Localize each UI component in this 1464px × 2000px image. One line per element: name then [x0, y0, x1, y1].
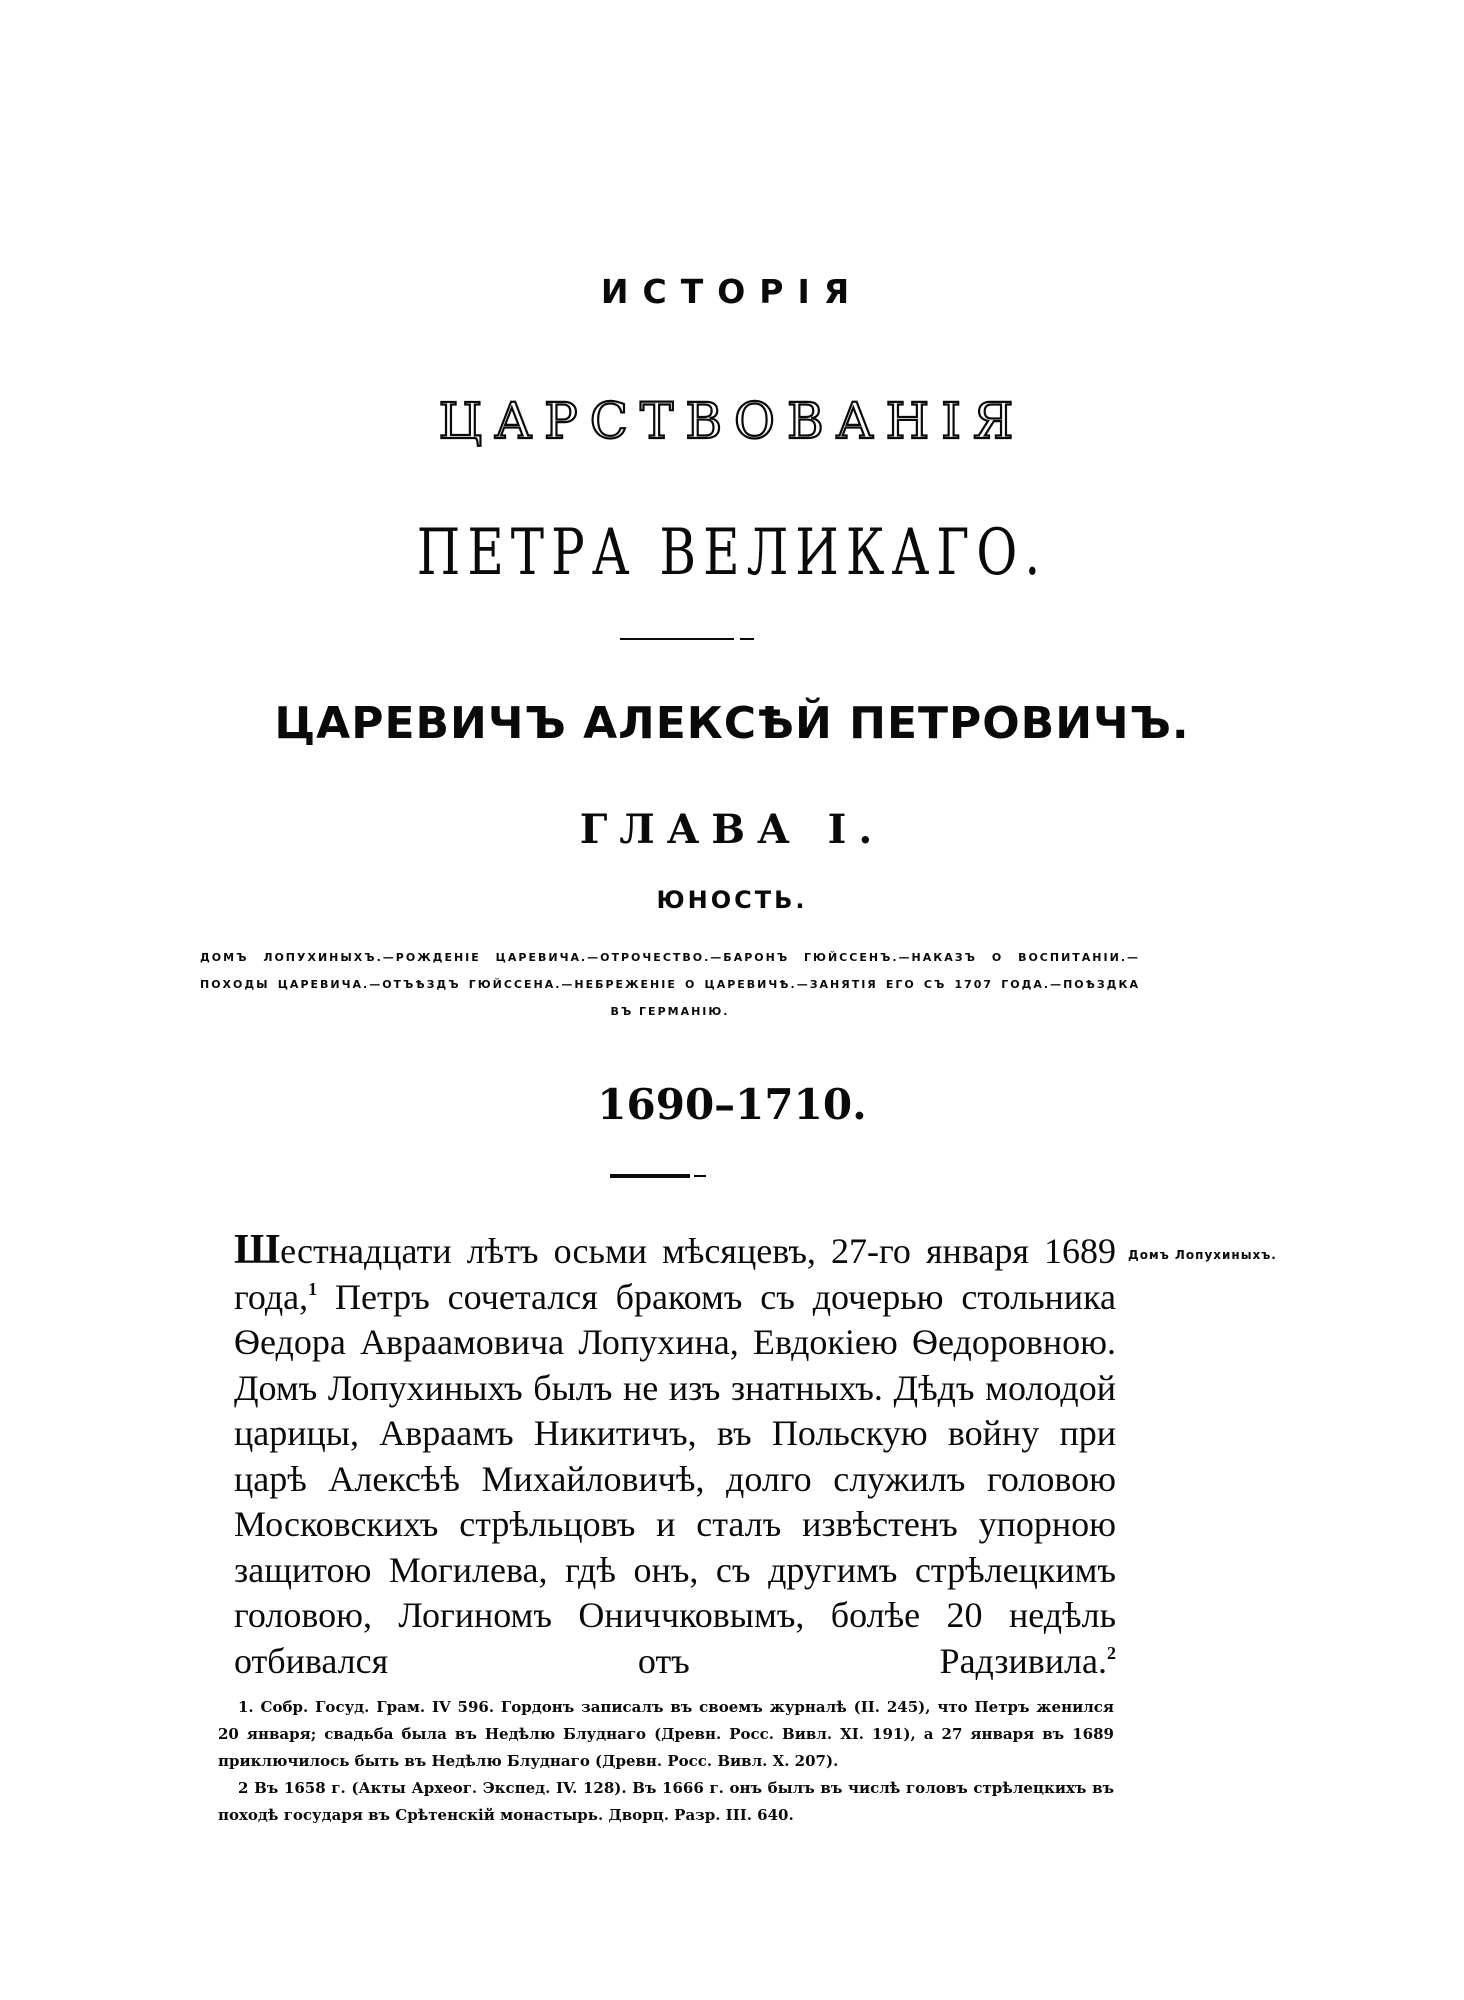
title-line-peter-the-great: ПЕТРА ВЕЛИКАГО. [416, 516, 1048, 590]
footnote-1: 1. Собр. Госуд. Грам. IV 596. Гордонъ записалъ въ своемъ журналѣ (II. 245), что Петръ женился 20 января; свадьба была въ Недѣлю Блуднаго (Древн. Росс. Вивл. XI. 191), а 27 января въ 1689 приключилось быть въ Недѣлю Блуднаго (Древн. Росс. Вивл. X. 207). [218, 1698, 1114, 1770]
footnote-mark-2[interactable]: 2 [1107, 1642, 1116, 1663]
chapter-number: ГЛАВА I. [579, 806, 885, 853]
decorative-rule-top-dash [740, 638, 754, 640]
footnote-mark-1[interactable]: 1 [308, 1278, 318, 1299]
margin-note: Домъ Лопухиныхъ. [1128, 1248, 1277, 1262]
footnote-2: 2 Въ 1658 г. (Акты Археог. Экспед. IV. 128). Въ 1666 г. онъ былъ въ числѣ головъ стрѣлецкихъ въ походѣ государя въ Срѣтенскій монастырь. Дворц. Разр. III. 640. [218, 1779, 1114, 1824]
chapter-heading: ЦАРЕВИЧЪ АЛЕКСѢЙ ПЕТРОВИЧЪ. [274, 698, 1190, 749]
decorative-rule-bottom [610, 1174, 690, 1178]
paragraph-1-text-a: естнадцати лѣтъ осьми мѣсяцевъ, 27-го января 1689 года, [234, 1231, 1116, 1317]
paragraph-2 [234, 1366, 1116, 1685]
main-text [234, 1228, 1116, 1684]
chapter-summary: ДОМЪ ЛОПУХИНЫХЪ.—РОЖДЕНІЕ ЦАРЕВИЧА.—ОТРОЧЕСТВО.—БАРОНЪ ГЮЙССЕНЪ.—НАКАЗЪ О ВОСПИТАНІИ.—ПОХОДЫ ЦАРЕВИЧА.—ОТЪѢЗДЪ ГЮЙССЕНА.—НЕБРЕЖЕНІЕ О ЦАРЕВИЧѢ.—ЗАНЯТІЯ ЕГО СЪ 1707 ГОДА.—ПОѢЗДКА ВЪ ГЕРМАНІЮ. [200, 951, 1140, 1018]
chapter-name: ЮНОСТЬ. [656, 886, 808, 914]
title-line-history: ИСТОРІЯ [600, 272, 864, 311]
chapter-years: 1690–1710. [597, 1080, 867, 1129]
paragraph-1 [234, 1228, 1116, 1366]
decorative-rule-top [620, 638, 734, 640]
title-line-reign: ЦАРСТВОВАНІЯ [438, 392, 1026, 450]
drop-cap: Ш [234, 1227, 281, 1273]
paragraph-2-text: Домъ Лопухиныхъ былъ не изъ знатныхъ. Дѣдъ молодой царицы, Авраамъ Никитичъ, въ Польскую войну при царѣ Алексѣѣ Михайловичѣ, долго служилъ головою Московскихъ стрѣльцовъ и сталъ извѣстенъ упорною защитою Могилева, гдѣ онъ, съ другимъ стрѣлецкимъ головою, Логиномъ Ониччковымъ, болѣе 20 недѣль отбивался отъ Радзивила. [234, 1367, 1116, 1681]
decorative-rule-bottom-dash [694, 1175, 706, 1177]
paragraph-1-text-b: Петръ сочетался бракомъ съ дочерью стольника Ѳедора Авраамовича Лопухина, Евдокіею Ѳедоровною. [234, 1276, 1116, 1362]
footnotes [218, 1694, 1114, 1829]
